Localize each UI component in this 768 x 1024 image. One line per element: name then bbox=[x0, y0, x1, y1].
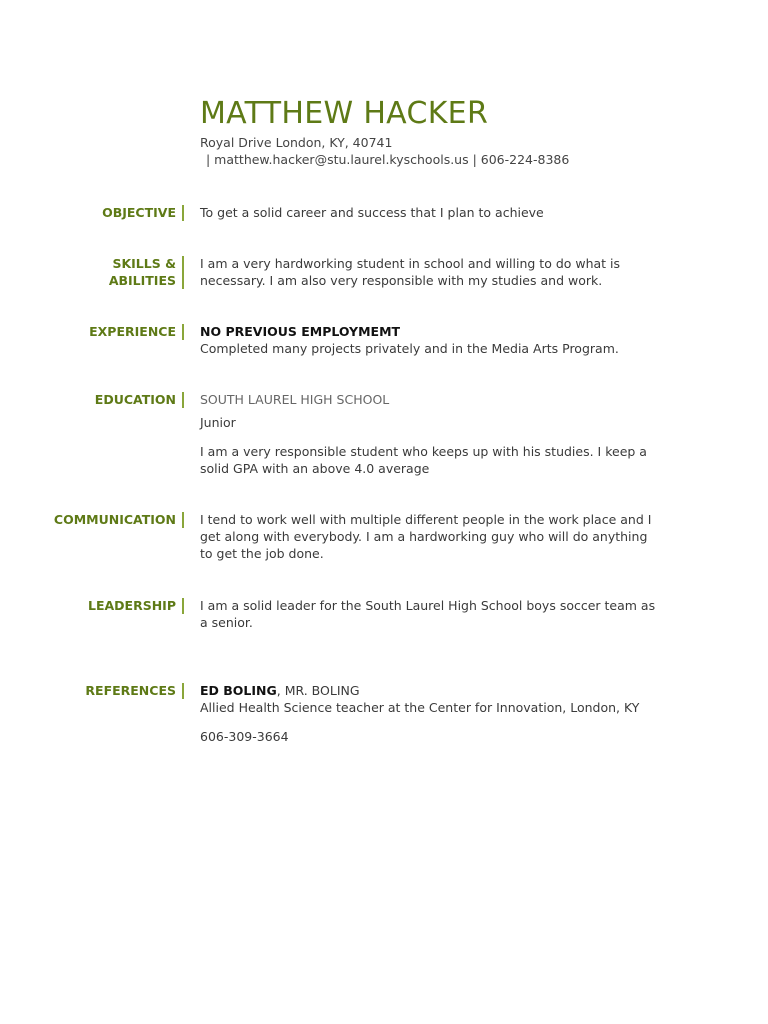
label-divider bbox=[182, 392, 184, 408]
section-content: I am a very hardworking student in school and willing to do what is necessary. I am also very responsible with my studies and work. bbox=[200, 256, 621, 288]
section-label: LEADERSHIP bbox=[88, 597, 182, 614]
section-label: SKILLS & ABILITIES bbox=[109, 255, 182, 289]
reference-name-line bbox=[200, 682, 660, 699]
label-divider bbox=[182, 324, 184, 340]
section-label: OBJECTIVE bbox=[102, 204, 182, 221]
experience-title: NO PREVIOUS EMPLOYMEMT bbox=[200, 324, 401, 339]
contact-line: | matthew.hacker@stu.laurel.kyschools.us | 606-224-8386 bbox=[206, 152, 570, 167]
reference-title: , MR. BOLING bbox=[276, 683, 360, 698]
section-label: REFERENCES bbox=[85, 682, 182, 699]
contact-block bbox=[200, 134, 569, 168]
section-content: To get a solid career and success that I plan to achieve bbox=[200, 205, 544, 220]
reference-phone: 606-309-3664 bbox=[200, 729, 289, 744]
address: Royal Drive London, KY, 40741 bbox=[200, 135, 393, 150]
label-divider bbox=[182, 256, 184, 289]
section-content bbox=[200, 682, 660, 745]
section-label: EDUCATION bbox=[95, 391, 182, 408]
grade: Junior bbox=[200, 415, 236, 430]
school-name: SOUTH LAUREL HIGH SCHOOL bbox=[200, 392, 390, 407]
section-content: I am a solid leader for the South Laurel High School boys soccer team as a senior. bbox=[200, 598, 656, 630]
section-content: I tend to work well with multiple different people in the work place and I get along with everybody. I am a hardworking guy who will do anything to get the job done. bbox=[200, 512, 652, 561]
section-content: NO PREVIOUS EMPLOYMEMT Completed many projects privately and in the Media Arts Program. bbox=[200, 323, 660, 357]
section-label: COMMUNICATION bbox=[54, 511, 182, 528]
reference-name: ED BOLING bbox=[200, 683, 277, 698]
label-divider bbox=[182, 512, 184, 528]
label-divider bbox=[182, 598, 184, 614]
reference-role: Allied Health Science teacher at the Center for Innovation, London, KY bbox=[200, 700, 640, 715]
applicant-name: MATTHEW HACKER bbox=[200, 96, 489, 131]
label-divider bbox=[182, 683, 184, 699]
label-divider bbox=[182, 205, 184, 221]
section-label: EXPERIENCE bbox=[89, 323, 182, 340]
section-content: SOUTH LAUREL HIGH SCHOOL Junior I am a very responsible student who keeps up with his studies. I keep a solid GPA with an above 4.0 average bbox=[200, 391, 660, 477]
